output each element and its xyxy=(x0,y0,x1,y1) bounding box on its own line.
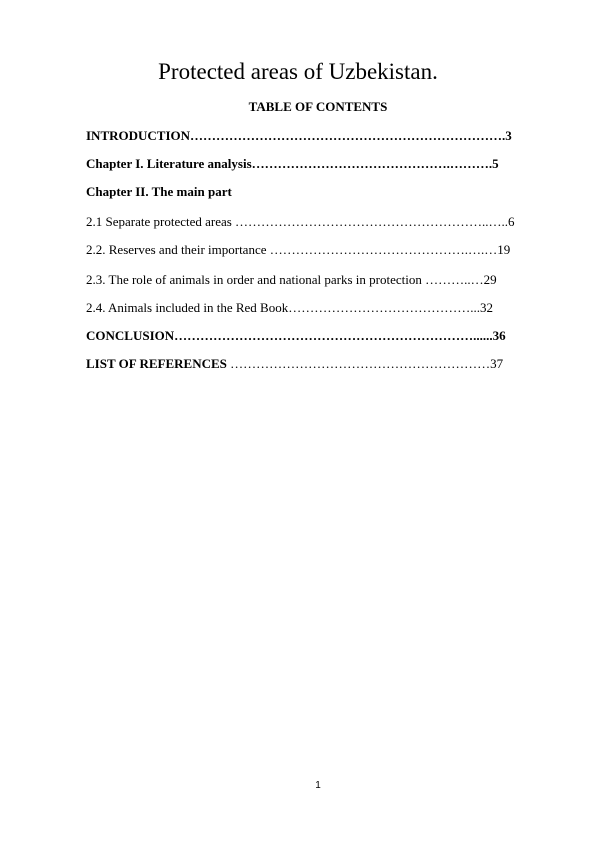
toc-entry-2-4: 2.4. Animals included in the Red Book……………………………………...32 xyxy=(86,300,493,315)
toc-heading: TABLE OF CONTENTS xyxy=(248,99,388,114)
toc-entry-chapter-1: Chapter I. Literature analysis……………………………………….……….5 xyxy=(86,156,499,171)
toc-entry-2-2: 2.2. Reserves and their importance ……………………………………….….…19 xyxy=(86,242,511,257)
toc-entry-chapter-2: Chapter II. The main part xyxy=(86,184,232,199)
toc-entry-references-leader: ……………………………………………………37 xyxy=(230,356,504,371)
toc-entry-conclusion: CONCLUSION……………………………………………………………......36 xyxy=(86,328,506,343)
toc-entry-2-3: 2.3. The role of animals in order and national parks in protection ………..…29 xyxy=(86,272,497,287)
document-title: Protected areas of Uzbekistan. xyxy=(158,59,438,84)
toc-entry-introduction: INTRODUCTION……………………………………………………………….3 xyxy=(86,128,512,143)
page-number: 1 xyxy=(315,780,321,791)
toc-entry-2-1: 2.1 Separate protected areas …………………………………………………..…..6 xyxy=(86,214,515,229)
toc-entry-references: LIST OF REFERENCES ……………………………………………………37 xyxy=(86,356,504,371)
